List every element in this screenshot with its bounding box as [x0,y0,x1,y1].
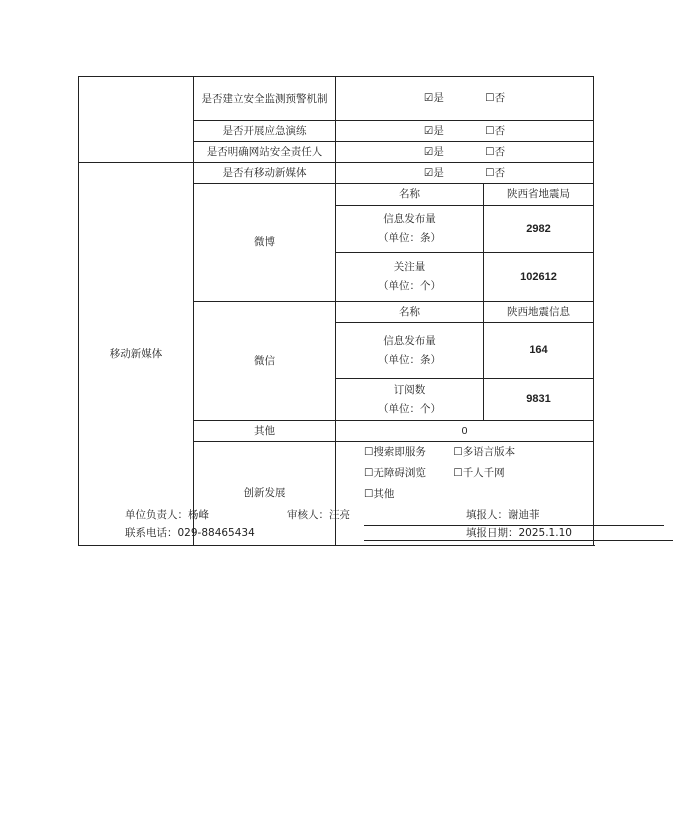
filler: 填报人：谢迪菲 [466,509,540,521]
wechat-label: 微信 [194,302,336,421]
contact-phone: 联系电话：029-88465434 [125,527,255,539]
checkbox-icon: ☐ [364,488,374,500]
drill-yes-option[interactable]: ☑是 [423,124,444,137]
report-table [78,76,594,546]
weibo-label: 微博 [194,184,336,302]
drill-no-option[interactable]: ☐否 [485,124,506,137]
mobile-yes-option[interactable]: ☑是 [423,166,444,179]
checkbox-icon: ☐ [364,467,374,479]
checkbox-icon: ☐ [364,446,374,458]
responsible-yes-option[interactable]: ☑是 [423,145,444,158]
weibo-followers-value: 102612 [484,253,594,302]
warning-mechanism-label: 是否建立安全监测预警机制 [194,77,336,121]
checked-box-icon: ☑ [423,124,434,137]
innovation-option-other[interactable]: ☐其他 [364,488,395,500]
checked-box-icon: ☑ [423,166,434,179]
innovation-section-label: 创新发展 [194,442,336,546]
unit-head: 单位负责人：杨峰 [125,509,209,521]
emergency-drill-label: 是否开展应急演练 [194,121,336,142]
responsible-person-label: 是否明确网站安全责任人 [194,142,336,163]
warning-yes-option[interactable]: ☑是 [423,92,444,104]
unchecked-box-icon: ☐ [485,92,495,104]
reviewer: 审核人：汪亮 [287,509,350,521]
unchecked-box-icon: ☐ [485,166,495,179]
has-mobile-media-options [336,163,594,184]
warning-mechanism-options [336,77,594,121]
other-media-label: 其他 [194,421,336,442]
unchecked-box-icon: ☐ [485,124,495,137]
weibo-name-value: 陕西省地震局 [484,184,594,206]
wechat-posts-value: 164 [484,323,594,379]
checked-box-icon: ☑ [423,145,434,158]
checkbox-icon: ☐ [453,467,463,479]
innovation-option-personalized[interactable]: ☐千人千网 [453,467,505,479]
emergency-drill-options [336,121,594,142]
innovation-option-accessibility[interactable]: ☐无障碍浏览 [364,467,426,479]
weibo-followers-label: 关注量 （单位：个） [336,253,484,302]
checked-box-icon: ☑ [423,92,434,104]
mobile-media-section-label: 移动新媒体 [79,163,194,546]
innovation-option-search[interactable]: ☐搜索即服务 [364,446,426,458]
security-section-cell [79,77,194,163]
innovation-option-multilang[interactable]: ☐多语言版本 [453,446,516,458]
wechat-posts-label: 信息发布量 （单位：条） [336,323,484,379]
warning-no-option[interactable]: ☐否 [485,92,506,104]
weibo-name-header: 名称 [336,184,484,206]
wechat-name-header: 名称 [336,302,484,323]
wechat-subs-label: 订阅数 （单位：个） [336,379,484,421]
responsible-no-option[interactable]: ☐否 [485,145,506,158]
report-date: 填报日期：2025.1.10 [466,527,572,539]
responsible-person-options [336,142,594,163]
wechat-subs-value: 9831 [484,379,594,421]
checkbox-icon: ☐ [453,446,463,458]
wechat-name-value: 陕西地震信息 [484,302,594,323]
has-mobile-media-label: 是否有移动新媒体 [194,163,336,184]
weibo-posts-value: 2982 [484,206,594,253]
unchecked-box-icon: ☐ [485,145,495,158]
other-media-value: 0 [336,421,594,442]
mobile-no-option[interactable]: ☐否 [485,166,506,179]
weibo-posts-label: 信息发布量 （单位：条） [336,206,484,253]
